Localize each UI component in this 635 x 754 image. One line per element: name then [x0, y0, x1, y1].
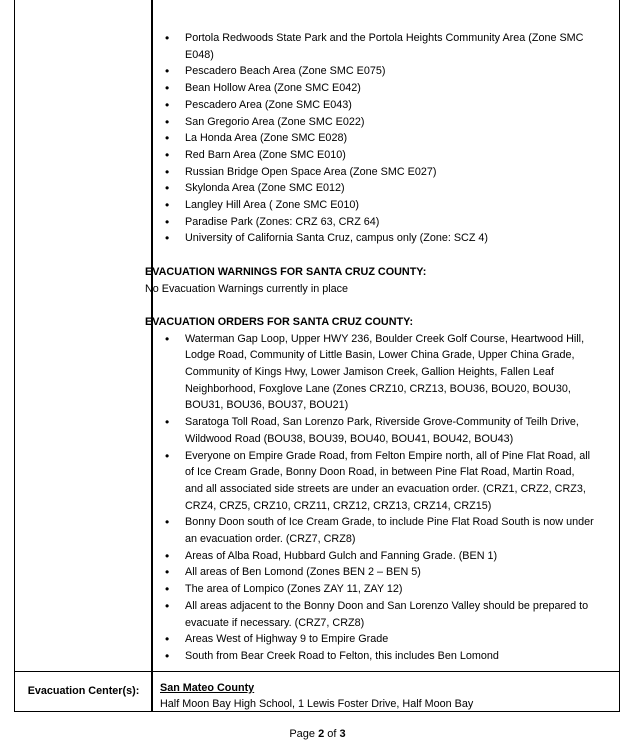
evacuation-center-county: San Mateo County — [160, 682, 255, 694]
warnings-heading: EVACUATION WARNINGS FOR SANTA CRUZ COUNTY: — [145, 265, 427, 278]
list-item: • Pescadero Area (Zone SMC E043) — [145, 97, 595, 114]
list-item: • Bean Hollow Area (Zone SMC E042) — [145, 80, 595, 97]
orders-heading: EVACUATION ORDERS FOR SANTA CRUZ COUNTY: — [145, 315, 414, 328]
page-prefix: Page — [289, 728, 319, 740]
list-item: • San Gregorio Area (Zone SMC E022) — [145, 114, 595, 131]
list-item: • Pescadero Beach Area (Zone SMC E075) — [145, 63, 595, 80]
list-item: • All areas of Ben Lomond (Zones BEN 2 – BEN 5) — [145, 564, 595, 581]
page-number: 2 — [318, 728, 325, 740]
list-item: • Everyone on Empire Grade Road, from Felton Empire north, all of Pine Flat Road, all of Ice Cream Grade, Bonny Doon Road, in between Pine Flat Road, Martin Road, and all associated side streets are under an evacuation order. (CRZ1, CRZ2, CRZ3, CRZ4, CRZ5, CRZ10, CRZ11, CRZ12, CRZ13, CRZ14, CRZ15) — [145, 448, 595, 515]
list-item: • Areas of Alba Road, Hubbard Gulch and Fanning Grade. (BEN 1) — [145, 548, 595, 565]
details-content — [145, 30, 595, 665]
list-item: • University of California Santa Cruz, campus only (Zone: SCZ 4) — [145, 230, 595, 247]
list-item: • South from Bear Creek Road to Felton, this includes Ben Lomond — [145, 648, 595, 665]
list-item: • Bonny Doon south of Ice Cream Grade, to include Pine Flat Road South is now under an evacuation order. (CRZ7, CRZ8) — [145, 514, 595, 547]
evacuation-center-details — [160, 680, 473, 712]
zone-list — [145, 30, 595, 247]
list-item: • La Honda Area (Zone SMC E028) — [145, 130, 595, 147]
list-item: • Areas West of Highway 9 to Empire Grade — [145, 631, 595, 648]
list-item: • Red Barn Area (Zone SMC E010) — [145, 147, 595, 164]
list-item: • Paradise Park (Zones: CRZ 63, CRZ 64) — [145, 214, 595, 231]
list-item: • All areas adjacent to the Bonny Doon and San Lorenzo Valley should be prepared to evacuate if necessary. (CRZ7, CRZ8) — [145, 598, 595, 631]
list-item: • Waterman Gap Loop, Upper HWY 236, Boulder Creek Golf Course, Heartwood Hill, Lodge Road, Community of Little Basin, Lower China Grade, Upper China Grade, Community of Kings Hwy, Lower Jamison Creek, Gallion Heights, Fallen Leaf Neighborhood, Foxglove Lane (Zones CRZ10, CRZ13, BOU36, BOU20, BOU30, BOU31, BOU36, BOU37, BOU21) — [145, 331, 595, 415]
list-item: • Skylonda Area (Zone SMC E012) — [145, 180, 595, 197]
page-footer — [0, 728, 635, 740]
orders-list — [145, 331, 595, 665]
evacuation-center-row — [14, 672, 620, 712]
evacuation-center-label: Evacuation Center(s): — [27, 685, 140, 697]
list-item: • Saratoga Toll Road, San Lorenzo Park, Riverside Grove-Community of Teilh Drive, Wildwood Road (BOU38, BOU39, BOU40, BOU41, BOU42, BOU43) — [145, 414, 595, 447]
list-item: • Russian Bridge Open Space Area (Zone SMC E027) — [145, 164, 595, 181]
evacuation-center-location: Half Moon Bay High School, 1 Lewis Foster Drive, Half Moon Bay — [160, 698, 474, 710]
list-item: • Portola Redwoods State Park and the Portola Heights Community Area (Zone SMC E048) — [145, 30, 595, 63]
page-of: of — [324, 728, 340, 740]
page-total: 3 — [339, 728, 346, 740]
list-item: • The area of Lompico (Zones ZAY 11, ZAY 12) — [145, 581, 595, 598]
warnings-text: No Evacuation Warnings currently in place — [145, 282, 349, 295]
list-item: • Langley Hill Area ( Zone SMC E010) — [145, 197, 595, 214]
